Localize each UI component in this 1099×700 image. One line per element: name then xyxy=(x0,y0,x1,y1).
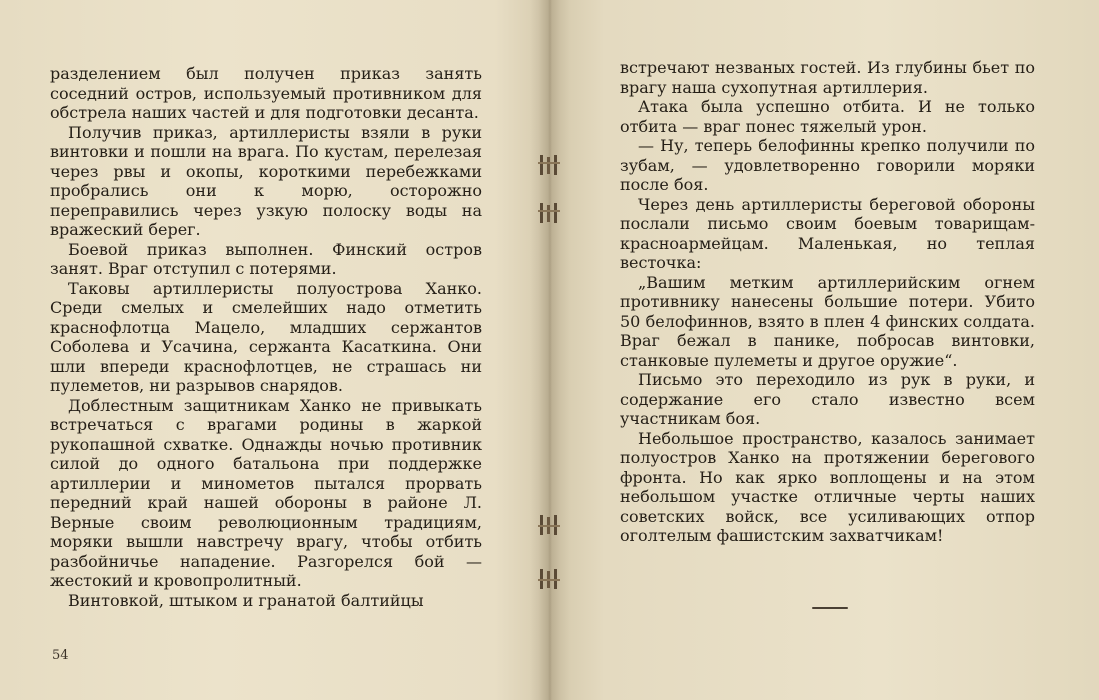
paragraph: Доблестным защитникам Ханко не привыкать встречаться с врагами родины в жаркой рукопашной схватке. Однажды ночью противник силой до одного батальона при поддержке артиллерии и минометов пытался прорвать передний край нашей обороны в районе Л. Верные своим революционным традициям, моряки вышли навстречу врагу, чтобы отбить разбойничье нападение. Разгорелся бой — жестокий и кровопролитный. xyxy=(50,395,482,590)
paragraph: Письмо это переходило из рук в руки, и содержание его стало известно всем участникам боя. xyxy=(620,370,1035,428)
paragraph: Боевой приказ выполнен. Финский остров занят. Враг отступил с потерями. xyxy=(50,239,482,278)
paragraph: Атака была успешно отбита. И не только отбита — враг понес тяжелый урон. xyxy=(620,97,1035,136)
paragraph: Получив приказ, артиллеристы взяли в руки винтовки и пошли на врага. По кустам, перелезая через рвы и окопы, короткими перебежками пробрались они к морю, осторожно переправились через узкую полоску воды на вражеский берег. xyxy=(50,122,482,239)
paragraph: разделением был получен приказ занять соседний остров, используемый противником для обстрела наших частей и для подготовки десанта. xyxy=(50,64,482,122)
paragraph: — Ну, теперь белофинны крепко получили по зубам, — удовлетворенно говорили моряки после боя. xyxy=(620,136,1035,194)
page-number: 54 xyxy=(52,648,69,663)
paragraph: Таковы артиллеристы полуострова Ханко. Среди смелых и смелейших надо отметить краснофлотца Мацело, младших сержантов Соболева и Усачина, сержанта Касаткина. Они шли впереди краснофлотцев, не страшась ни пулеметов, ни разрывов снарядов. xyxy=(50,278,482,395)
right-page-text xyxy=(620,58,1035,546)
left-page-text xyxy=(50,64,482,610)
paragraph: Через день артиллеристы береговой обороны послали письмо своим боевым товарищам-красноармейцам. Маленькая, но теплая весточка: xyxy=(620,194,1035,272)
paragraph: встречают незваных гостей. Из глубины бьет по врагу наша сухопутная артиллерия. xyxy=(620,58,1035,97)
paragraph: „Вашим метким артиллерийским огнем противнику нанесены большие потери. Убито 50 белофиннов, взято в плен 4 финских солдата. Враг бежал в панике, побросав винтовки, станковые пулеметы и другое оружие“. xyxy=(620,272,1035,370)
paragraph: Небольшое пространство, казалось занимает полуостров Ханко на протяжении берегового фронта. Но как ярко воплощены и на этом небольшом участке отличные черты наших советских войск, все усиливающих отпор оголтелым фашистским захватчикам! xyxy=(620,428,1035,545)
left-page xyxy=(0,0,549,700)
end-of-chapter-rule xyxy=(812,607,848,609)
paragraph: Винтовкой, штыком и гранатой балтийцы xyxy=(68,590,424,610)
right-page xyxy=(550,0,1099,700)
